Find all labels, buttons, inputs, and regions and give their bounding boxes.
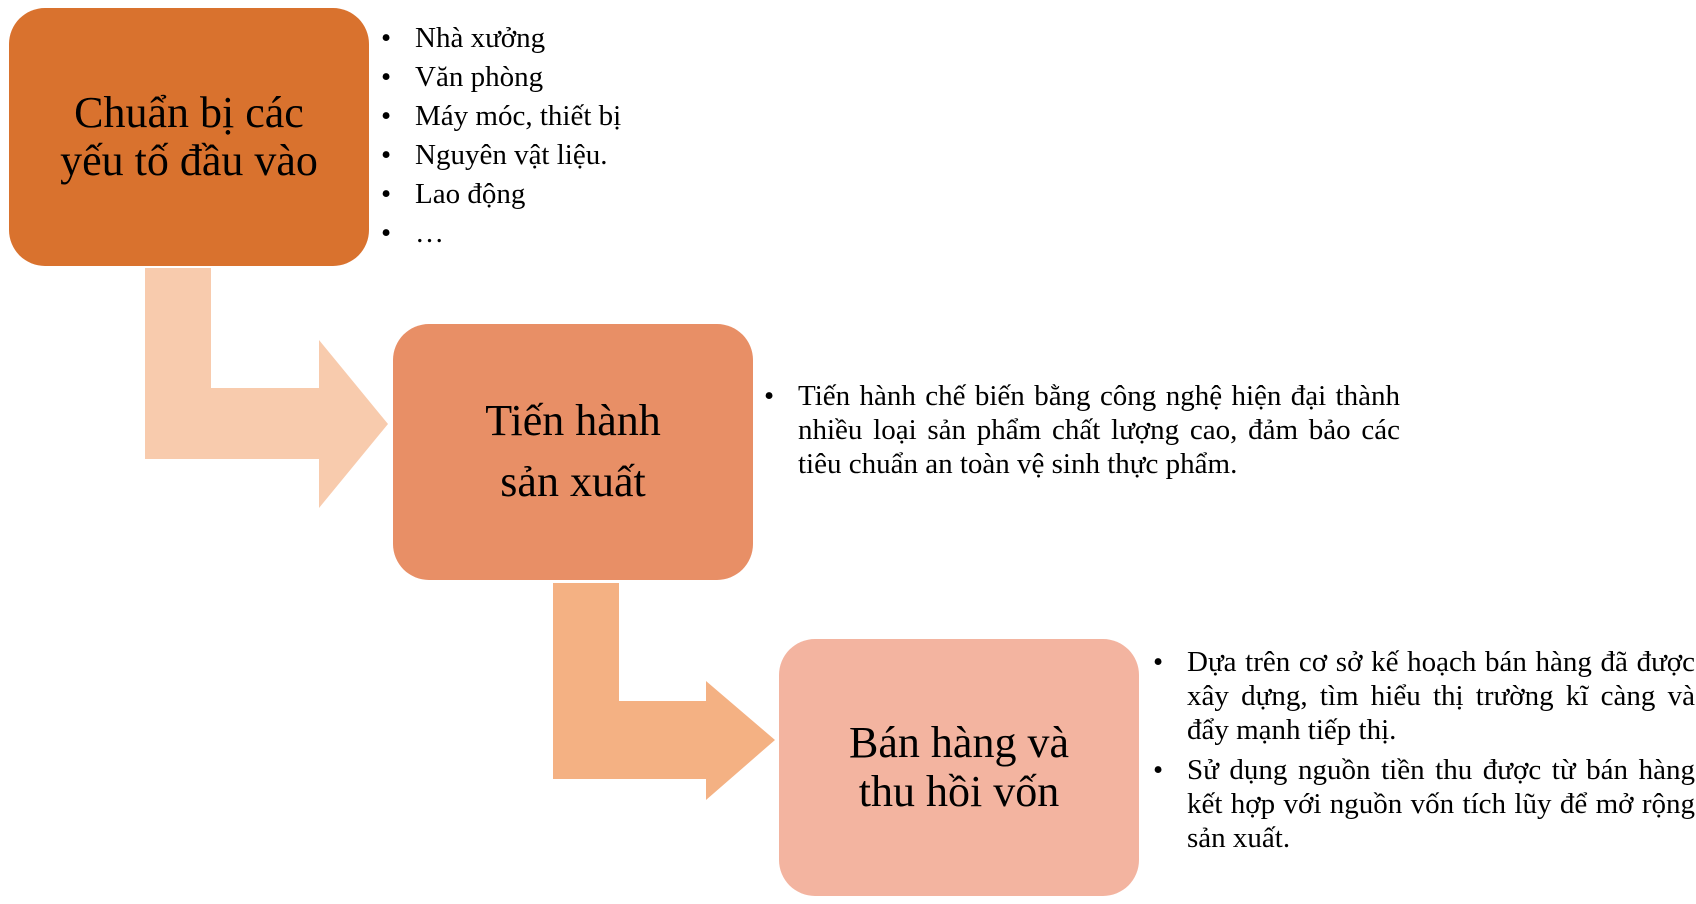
production-list — [764, 379, 1400, 481]
step-title-line: Bán hàng và — [849, 718, 1069, 768]
list-item: • Máy móc, thiết bị — [381, 97, 681, 136]
step-title-line: Tiến hành — [485, 396, 661, 446]
bent-arrow-step2-to-step3 — [553, 583, 775, 800]
step-title-line: sản xuất — [500, 457, 646, 506]
bent-arrow-step1-to-step2 — [145, 268, 388, 508]
list-item: • Sử dụng nguồn tiền thu được từ bán hàng kết hợp với nguồn vốn tích lũy để mở rộng sản xuất. — [1153, 753, 1695, 855]
list-item: • Dựa trên cơ sở kế hoạch bán hàng đã được xây dựng, tìm hiểu thị trường kĩ càng và đẩy mạnh tiếp thị. — [1153, 645, 1695, 747]
list-item: • Văn phòng — [381, 58, 681, 97]
list-item: • Tiến hành chế biến bằng công nghệ hiện đại thành nhiều loại sản phẩm chất lượng cao, đảm bảo các tiêu chuẩn an toàn vệ sinh thực phẩm. — [764, 379, 1400, 481]
step-box-production — [393, 324, 753, 580]
step-box-sales-and-capital-recovery — [779, 639, 1139, 896]
sales-list — [1153, 645, 1695, 861]
step-title — [485, 391, 661, 512]
step-title-line: Chuẩn bị các — [74, 87, 304, 137]
step-title — [60, 89, 318, 186]
step-title-line: thu hồi vốn — [858, 766, 1060, 816]
input-preparation-list — [381, 19, 681, 253]
list-item: • Nguyên vật liệu. — [381, 136, 681, 175]
list-item: • … — [381, 214, 681, 253]
list-item: • Nhà xưởng — [381, 19, 681, 58]
step-box-input-preparation — [9, 8, 369, 266]
list-item: • Lao động — [381, 175, 681, 214]
step-title — [849, 719, 1069, 816]
step-title-line: yếu tố đầu vào — [60, 136, 318, 185]
